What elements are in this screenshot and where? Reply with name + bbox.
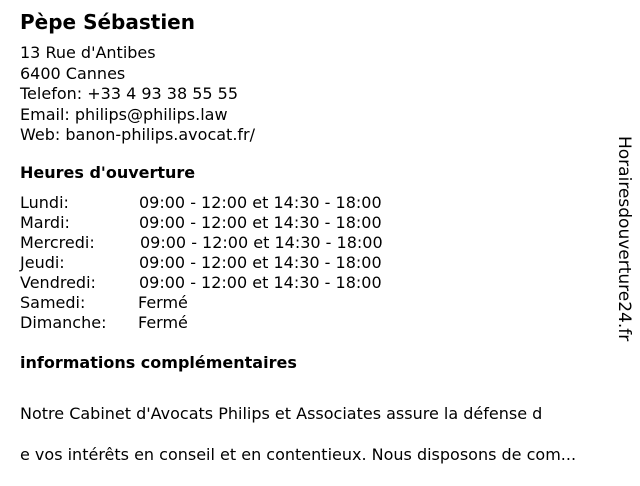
time-value: 09:00 - 12:00 et 14:30 - 18:00 xyxy=(139,193,382,212)
additional-info-text xyxy=(20,383,625,486)
time-value: 09:00 - 12:00 et 14:30 - 18:00 xyxy=(139,253,382,272)
phone-text: Telefon: +33 4 93 38 55 55 xyxy=(20,84,239,103)
address-street: 13 Rue d'Antibes xyxy=(20,43,156,62)
day-label: Mardi: xyxy=(20,213,70,232)
opening-hours-heading: Heures d'ouverture xyxy=(20,163,196,182)
watermark-text: Horairesdouverture24.fr xyxy=(614,136,634,342)
time-value: Fermé xyxy=(138,313,188,332)
info-text-line: e vos intérêts en conseil et en contentieux. Nous disposons de com... xyxy=(20,444,577,464)
time-value: 09:00 - 12:00 et 14:30 - 18:00 xyxy=(139,273,382,292)
day-label: Mercredi: xyxy=(20,233,95,252)
day-label: Vendredi: xyxy=(20,273,96,292)
contact-block xyxy=(20,43,255,146)
additional-info-heading: informations complémentaires xyxy=(20,353,297,372)
day-label: Samedi: xyxy=(20,293,86,312)
business-name: Pèpe Sébastien xyxy=(20,10,195,34)
day-label: Dimanche: xyxy=(20,313,107,332)
address-city: 6400 Cannes xyxy=(20,63,126,83)
email-text: Email: philips@philips.law xyxy=(20,104,228,124)
website-text: Web: banon-philips.avocat.fr/ xyxy=(20,125,255,144)
time-value: Fermé xyxy=(138,293,188,312)
time-value: 09:00 - 12:00 et 14:30 - 18:00 xyxy=(139,213,382,232)
info-text-line: Notre Cabinet d'Avocats Philips et Associates assure la défense d xyxy=(20,403,543,423)
day-label: Jeudi: xyxy=(20,253,65,272)
day-label: Lundi: xyxy=(20,193,69,212)
time-value: 09:00 - 12:00 et 14:30 - 18:00 xyxy=(140,233,383,252)
